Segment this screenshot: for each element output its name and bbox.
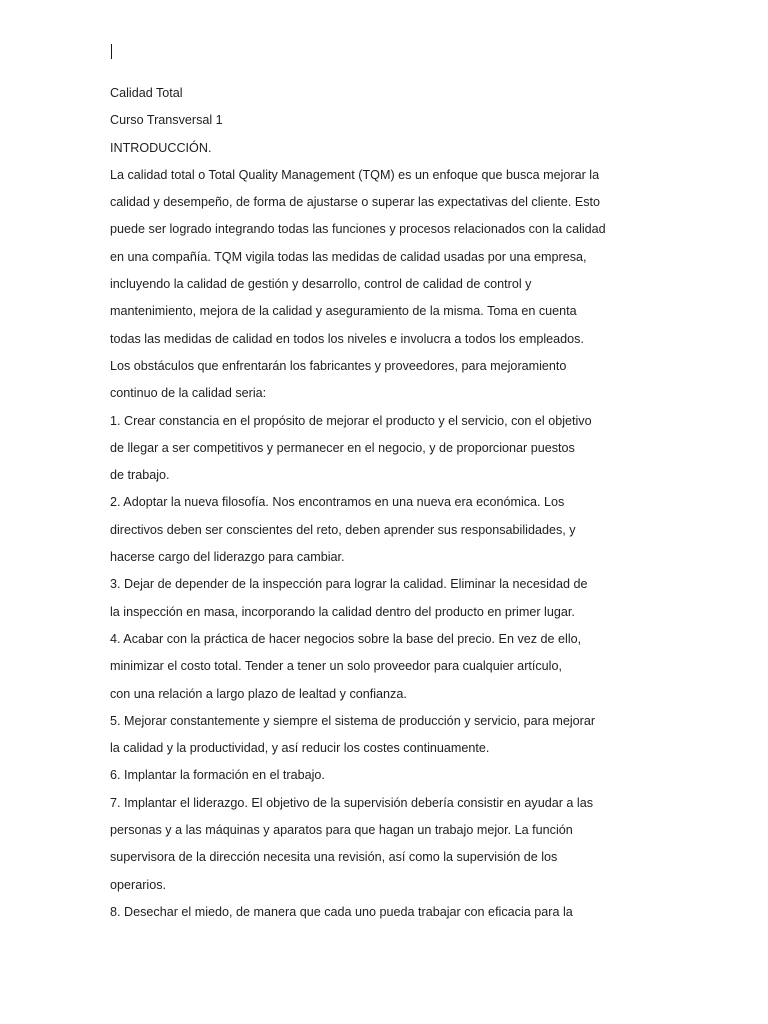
section-heading: INTRODUCCIÓN.: [110, 140, 212, 155]
list-item-line: 7. Implantar el liderazgo. El objetivo de la supervisión debería consistir en ayudar a las: [110, 795, 594, 810]
text-line: La calidad total o Total Quality Management (TQM) es un enfoque que busca mejorar la: [110, 167, 600, 182]
list-item-line: 3. Dejar de depender de la inspección para lograr la calidad. Eliminar la necesidad de: [110, 577, 588, 592]
list-item-line: con una relación a largo plazo de lealtad y confianza.: [110, 686, 407, 701]
text-line: puede ser logrado integrando todas las funciones y procesos relacionados con la calidad: [110, 222, 606, 237]
list-item-line: 4. Acabar con la práctica de hacer negocios sobre la base del precio. En vez de ello,: [110, 631, 582, 646]
list-item-line: operarios.: [110, 877, 167, 892]
document-title: Calidad Total: [110, 86, 183, 100]
list-item-line: de llegar a ser competitivos y permanecer en el negocio, y de proporcionar puestos: [110, 440, 575, 455]
text-line: mantenimiento, mejora de la calidad y aseguramiento de la misma. Toma en cuenta: [110, 304, 577, 319]
list-item-line: directivos deben ser conscientes del reto, deben aprender sus responsabilidades, y: [110, 522, 576, 537]
list-item-line: 2. Adoptar la nueva filosofía. Nos encontramos en una nueva era económica. Los: [110, 495, 565, 510]
list-item-line: personas y a las máquinas y aparatos para que hagan un trabajo mejor. La función: [110, 823, 573, 838]
document-body[interactable]: [110, 80, 650, 926]
text-cursor: [111, 44, 112, 59]
text-line: incluyendo la calidad de gestión y desarrollo, control de calidad de control y: [110, 277, 532, 292]
list-item-line: minimizar el costo total. Tender a tener un solo proveedor para cualquier artículo,: [110, 659, 562, 674]
text-line: todas las medidas de calidad en todos los niveles e involucra a todos los empleados.: [110, 331, 584, 346]
list-item-line: 6. Implantar la formación en el trabajo.: [110, 768, 325, 783]
list-item-line: la inspección en masa, incorporando la calidad dentro del producto en primer lugar.: [110, 604, 575, 619]
list-item-line: 8. Desechar el miedo, de manera que cada uno pueda trabajar con eficacia para la: [110, 904, 573, 919]
text-line: Los obstáculos que enfrentarán los fabricantes y proveedores, para mejoramiento: [110, 358, 567, 373]
course-subtitle: Curso Transversal 1: [110, 113, 223, 128]
text-line: continuo de la calidad seria:: [110, 386, 267, 401]
list-item-line: la calidad y la productividad, y así reducir los costes continuamente.: [110, 741, 490, 756]
list-item-line: supervisora de la dirección necesita una revisión, así como la supervisión de los: [110, 850, 558, 865]
text-line: en una compañía. TQM vigila todas las medidas de calidad usadas por una empresa,: [110, 249, 587, 264]
list-item-line: 1. Crear constancia en el propósito de mejorar el producto y el servicio, con el objetivo: [110, 413, 592, 428]
list-item-line: de trabajo.: [110, 468, 170, 483]
list-item-line: 5. Mejorar constantemente y siempre el sistema de producción y servicio, para mejorar: [110, 713, 596, 728]
text-line: calidad y desempeño, de forma de ajustarse o superar las expectativas del cliente. Esto: [110, 195, 601, 210]
list-item-line: hacerse cargo del liderazgo para cambiar.: [110, 550, 345, 565]
